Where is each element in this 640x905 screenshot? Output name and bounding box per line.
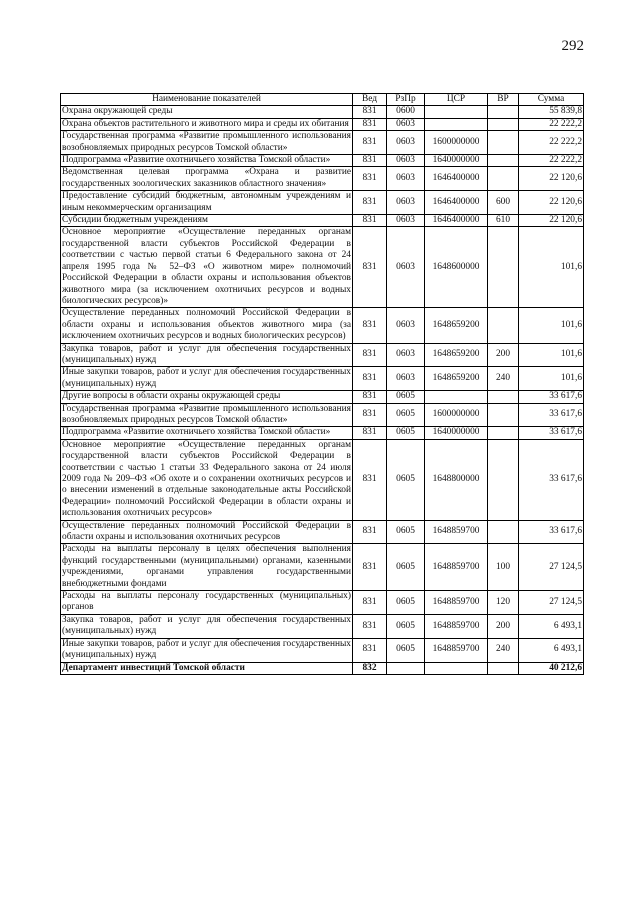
row-name: Осуществление переданных полномочий Российской Федерации в области охраны и использования охотничьих ресурсов	[62, 520, 351, 543]
row-ved: 831	[353, 427, 387, 439]
row-rzpr: 0603	[387, 155, 425, 167]
row-ved: 831	[353, 131, 387, 155]
row-name: Предоставление субсидий бюджетным, автономным учреждениям и иным некоммерческим организациям	[62, 191, 351, 213]
table-header-row	[61, 94, 584, 106]
row-ved: 831	[353, 520, 387, 544]
row-ved: 831	[353, 591, 387, 615]
row-vr	[488, 308, 519, 343]
row-sum: 6 493,1	[519, 614, 584, 638]
row-csr: 1648659200	[425, 367, 488, 391]
row-vr	[488, 131, 519, 155]
row-ved: 831	[353, 638, 387, 662]
row-name: Подпрограмма «Развитие охотничьего хозяйства Томской области»	[61, 155, 353, 167]
row-name: Иные закупки товаров, работ и услуг для обеспечения государственных (муниципальных) нужд	[62, 367, 351, 389]
row-name: Другие вопросы в области охраны окружающей среды	[61, 391, 353, 403]
row-name: Основное мероприятие «Осуществление переданных органам государственной власти субъектов Российской Федерации в соответствии с частью 1 статьи 33 Федерального закона от 24 июля 2009 года № 209–ФЗ «Об охоте и о сохранении охотничьих ресурсов и о внесении изменений в отдельные законодательные акты Российской Федерации» полномочий Российской Федерации в области охраны и использования охотничьих ресурсов»	[62, 439, 351, 519]
row-rzpr: 0605	[387, 614, 425, 638]
row-vr	[488, 403, 519, 427]
row-ved: 831	[353, 167, 387, 191]
table-row	[61, 343, 584, 367]
row-vr	[488, 106, 519, 118]
header-name: Наименование показателей	[61, 94, 353, 106]
row-csr	[425, 391, 488, 403]
row-ved: 831	[353, 191, 387, 215]
row-rzpr: 0605	[387, 427, 425, 439]
row-vr	[488, 118, 519, 130]
header-csr: ЦСР	[425, 94, 488, 106]
page-number: 292	[561, 38, 584, 54]
row-name: Осуществление переданных полномочий Российской Федерации в области охраны и использования объектов животного мира (за исключением охотничьих ресурсов и водных биологических ресурсов)	[62, 308, 351, 342]
row-name: Ведомственная целевая программа «Охрана и развитие государственных зоологических заказников областного значения»	[62, 167, 351, 189]
table-row	[61, 403, 584, 427]
row-ved: 831	[353, 155, 387, 167]
row-sum: 22 120,6	[519, 191, 584, 215]
row-vr: 200	[488, 343, 519, 367]
budget-table	[60, 93, 584, 675]
row-rzpr: 0605	[387, 403, 425, 427]
row-csr: 1646400000	[425, 215, 488, 227]
table-row	[61, 167, 584, 191]
row-csr: 1648859700	[425, 614, 488, 638]
row-csr	[425, 106, 488, 118]
row-csr: 1640000000	[425, 427, 488, 439]
table-row	[61, 118, 584, 130]
table-row	[61, 614, 584, 638]
table-row	[61, 308, 584, 343]
row-sum: 33 617,6	[519, 403, 584, 427]
row-vr	[488, 662, 519, 674]
row-rzpr: 0603	[387, 343, 425, 367]
row-sum: 22 222,2	[519, 118, 584, 130]
row-csr	[425, 118, 488, 130]
row-name: Субсидии бюджетным учреждениям	[61, 215, 353, 227]
row-rzpr: 0603	[387, 131, 425, 155]
row-csr: 1648600000	[425, 227, 488, 308]
header-vr: ВР	[488, 94, 519, 106]
header-ved: Вед	[353, 94, 387, 106]
table-row	[61, 544, 584, 591]
row-rzpr: 0605	[387, 544, 425, 591]
table-row	[61, 191, 584, 215]
row-rzpr: 0603	[387, 215, 425, 227]
row-ved: 832	[353, 662, 387, 674]
row-rzpr: 0603	[387, 118, 425, 130]
row-csr: 1648659200	[425, 308, 488, 343]
row-sum: 40 212,6	[519, 662, 584, 674]
row-sum: 101,6	[519, 308, 584, 343]
header-rzpr: РзПр	[387, 94, 425, 106]
row-rzpr: 0603	[387, 308, 425, 343]
row-sum: 22 120,6	[519, 167, 584, 191]
row-ved: 831	[353, 227, 387, 308]
row-sum: 101,6	[519, 367, 584, 391]
row-sum: 27 124,5	[519, 591, 584, 615]
row-csr: 1600000000	[425, 131, 488, 155]
row-rzpr: 0603	[387, 191, 425, 215]
row-ved: 831	[353, 439, 387, 520]
row-rzpr: 0603	[387, 167, 425, 191]
row-vr	[488, 427, 519, 439]
row-name: Охрана объектов растительного и животного мира и среды их обитания	[61, 118, 353, 130]
row-vr	[488, 227, 519, 308]
row-ved: 831	[353, 367, 387, 391]
row-csr: 1648859700	[425, 638, 488, 662]
row-vr: 120	[488, 591, 519, 615]
row-ved: 831	[353, 118, 387, 130]
row-sum: 22 222,2	[519, 131, 584, 155]
row-vr: 100	[488, 544, 519, 591]
row-csr: 1648859700	[425, 544, 488, 591]
row-vr	[488, 391, 519, 403]
row-rzpr	[387, 662, 425, 674]
row-sum: 22 222,2	[519, 155, 584, 167]
row-sum: 101,6	[519, 343, 584, 367]
table-row	[61, 427, 584, 439]
row-csr	[425, 662, 488, 674]
row-name: Основное мероприятие «Осуществление переданных органам государственной власти субъектов Российской Федерации в соответствии с частью первой статьи 6 Федерального закона от 24 апреля 1995 года № 52–ФЗ «О животном мире» полномочий Российской Федерации в области охраны и использования объектов животного мира (за исключением охотничьих ресурсов и водных биологических ресурсов)»	[62, 227, 351, 306]
row-vr	[488, 520, 519, 544]
row-ved: 831	[353, 343, 387, 367]
header-sum: Сумма	[519, 94, 584, 106]
row-ved: 831	[353, 391, 387, 403]
row-csr: 1648800000	[425, 439, 488, 520]
row-sum: 6 493,1	[519, 638, 584, 662]
row-ved: 831	[353, 544, 387, 591]
table-row	[61, 155, 584, 167]
row-rzpr: 0603	[387, 227, 425, 308]
table-row	[61, 638, 584, 662]
row-name: Государственная программа «Развитие промышленного использования возобновляемых природных ресурсов Томской области»	[62, 403, 351, 425]
row-vr: 200	[488, 614, 519, 638]
row-vr	[488, 167, 519, 191]
row-rzpr: 0605	[387, 638, 425, 662]
row-vr	[488, 439, 519, 520]
row-sum: 22 120,6	[519, 215, 584, 227]
row-ved: 831	[353, 308, 387, 343]
row-ved: 831	[353, 215, 387, 227]
row-vr: 240	[488, 367, 519, 391]
row-vr: 600	[488, 191, 519, 215]
row-csr: 1648859700	[425, 520, 488, 544]
row-sum: 55 839,8	[519, 106, 584, 118]
row-csr: 1648859700	[425, 591, 488, 615]
row-name: Расходы на выплаты персоналу государственных (муниципальных) органов	[62, 591, 351, 613]
row-ved: 831	[353, 106, 387, 118]
row-ved: 831	[353, 614, 387, 638]
row-name: Закупка товаров, работ и услуг для обеспечения государственных (муниципальных) нужд	[62, 343, 351, 365]
table-row	[61, 662, 584, 674]
row-csr: 1600000000	[425, 403, 488, 427]
row-name: Расходы на выплаты персоналу в целях обеспечения выполнения функций государственными (муниципальными) органами, казенными учреждениями, органами управления государственными внебюджетными фондами	[62, 544, 351, 589]
row-rzpr: 0605	[387, 439, 425, 520]
table-row	[61, 367, 584, 391]
table-row	[61, 131, 584, 155]
row-name: Подпрограмма «Развитие охотничьего хозяйства Томской области»	[61, 427, 353, 439]
row-name: Государственная программа «Развитие промышленного использования возобновляемых природных ресурсов Томской области»	[62, 131, 351, 153]
row-rzpr: 0600	[387, 106, 425, 118]
table-row	[61, 391, 584, 403]
row-name: Охрана окружающей среды	[61, 106, 353, 118]
row-name: Департамент инвестиций Томской области	[61, 662, 353, 674]
row-vr	[488, 155, 519, 167]
row-csr: 1640000000	[425, 155, 488, 167]
row-sum: 101,6	[519, 227, 584, 308]
row-sum: 27 124,5	[519, 544, 584, 591]
row-sum: 33 617,6	[519, 391, 584, 403]
table-row	[61, 215, 584, 227]
row-vr: 240	[488, 638, 519, 662]
row-rzpr: 0605	[387, 391, 425, 403]
row-name: Закупка товаров, работ и услуг для обеспечения государственных (муниципальных) нужд	[62, 614, 351, 637]
row-sum: 33 617,6	[519, 439, 584, 520]
row-csr: 1646400000	[425, 167, 488, 191]
table-row	[61, 227, 584, 308]
row-rzpr: 0605	[387, 591, 425, 615]
row-ved: 831	[353, 403, 387, 427]
row-name: Иные закупки товаров, работ и услуг для обеспечения государственных (муниципальных) нужд	[62, 638, 351, 661]
row-rzpr: 0605	[387, 520, 425, 544]
row-csr: 1646400000	[425, 191, 488, 215]
row-sum: 33 617,6	[519, 427, 584, 439]
row-vr: 610	[488, 215, 519, 227]
row-sum: 33 617,6	[519, 520, 584, 544]
row-rzpr: 0603	[387, 367, 425, 391]
table-row	[61, 439, 584, 520]
table-row	[61, 591, 584, 615]
row-csr: 1648659200	[425, 343, 488, 367]
table-row	[61, 106, 584, 118]
table-row	[61, 520, 584, 544]
